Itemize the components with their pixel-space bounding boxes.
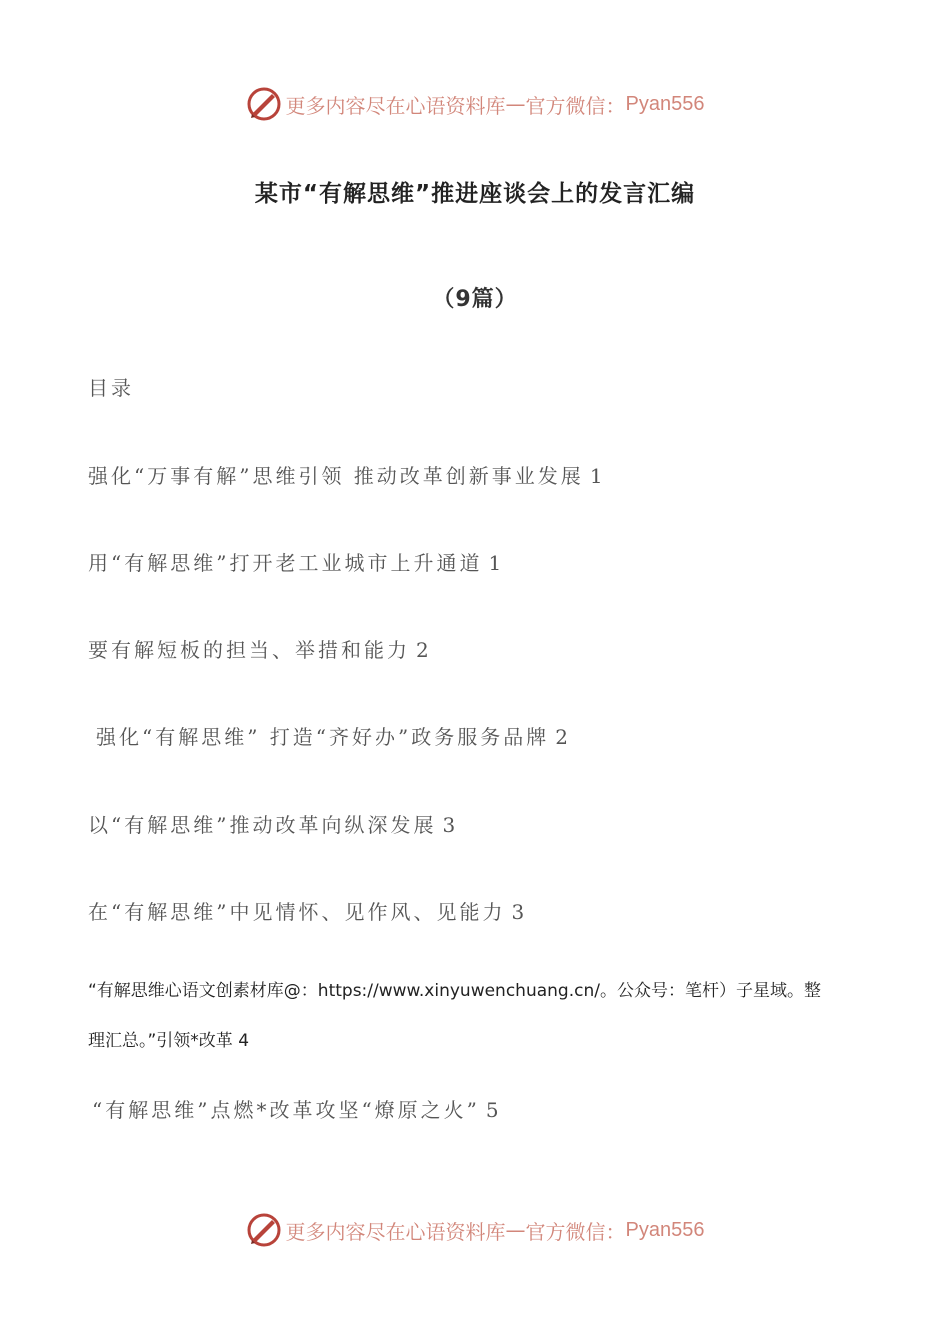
pen-logo-icon — [246, 86, 282, 122]
banner-label: 官方微信： — [525, 1219, 626, 1244]
toc-item-title: 以“有解思维”推动改革向纵深发展 — [88, 813, 437, 837]
banner-separator: — — [505, 1218, 526, 1242]
pen-logo-icon — [246, 1212, 282, 1248]
toc-item-title: 强化“万事有解”思维引领 推动改革创新事业发展 — [88, 464, 584, 488]
toc-item-page: 1 — [488, 551, 505, 575]
toc-item-page: 2 — [555, 725, 571, 749]
header-banner — [0, 82, 950, 126]
toc-item-title: 要有解短板的担当、举措和能力 — [88, 638, 410, 662]
toc-item[interactable] — [88, 634, 432, 663]
document-subtitle: （9篇） — [432, 287, 518, 312]
note-line-2 — [88, 1016, 868, 1066]
banner-separator: — — [505, 92, 526, 116]
toc-item-page: 3 — [442, 813, 459, 837]
toc-item-note[interactable] — [88, 966, 868, 1066]
toc-item-title: 强化“有解思维” 打造“齐好办”政务服务品牌 — [96, 725, 550, 749]
toc-item-page: 2 — [416, 638, 432, 662]
toc-item[interactable] — [92, 1094, 502, 1123]
banner-wechat-id: Pyan556 — [625, 92, 705, 115]
banner-wechat-id: Pyan556 — [625, 1218, 705, 1241]
toc-item-page: 5 — [485, 1098, 502, 1122]
toc-item-title: “有解思维”点燃*改革攻坚“燎原之火” — [92, 1098, 480, 1122]
footer-banner — [0, 1208, 950, 1252]
toc-item-page: 1 — [589, 464, 606, 488]
banner-label: 官方微信： — [525, 93, 626, 118]
toc-heading: 目录 — [88, 376, 134, 400]
toc-item[interactable] — [88, 809, 458, 838]
toc-item[interactable] — [88, 460, 606, 489]
toc-item[interactable] — [96, 721, 571, 750]
document-title: 某市“有解思维”推进座谈会上的发言汇编 — [254, 181, 696, 207]
toc-item-title: 用“有解思维”打开老工业城市上升通道 — [88, 551, 483, 575]
toc-item[interactable] — [88, 547, 504, 576]
banner-text: 更多内容尽在心语资料库 — [285, 93, 506, 118]
toc-item-title: 在“有解思维”中见情怀、见作风、见能力 — [88, 900, 506, 924]
toc-item-page: 3 — [511, 900, 528, 924]
banner-text: 更多内容尽在心语资料库 — [285, 1219, 506, 1244]
note-line-2-text: 理汇总。”引领*改革 — [88, 1031, 233, 1051]
toc-item[interactable] — [88, 896, 527, 925]
note-line-1: “有解思维心语文创素材库@：https://www.xinyuwenchuang.cn/。公众号：笔杆）子星域。整 — [88, 981, 821, 1001]
note-page: 4 — [238, 1031, 250, 1051]
